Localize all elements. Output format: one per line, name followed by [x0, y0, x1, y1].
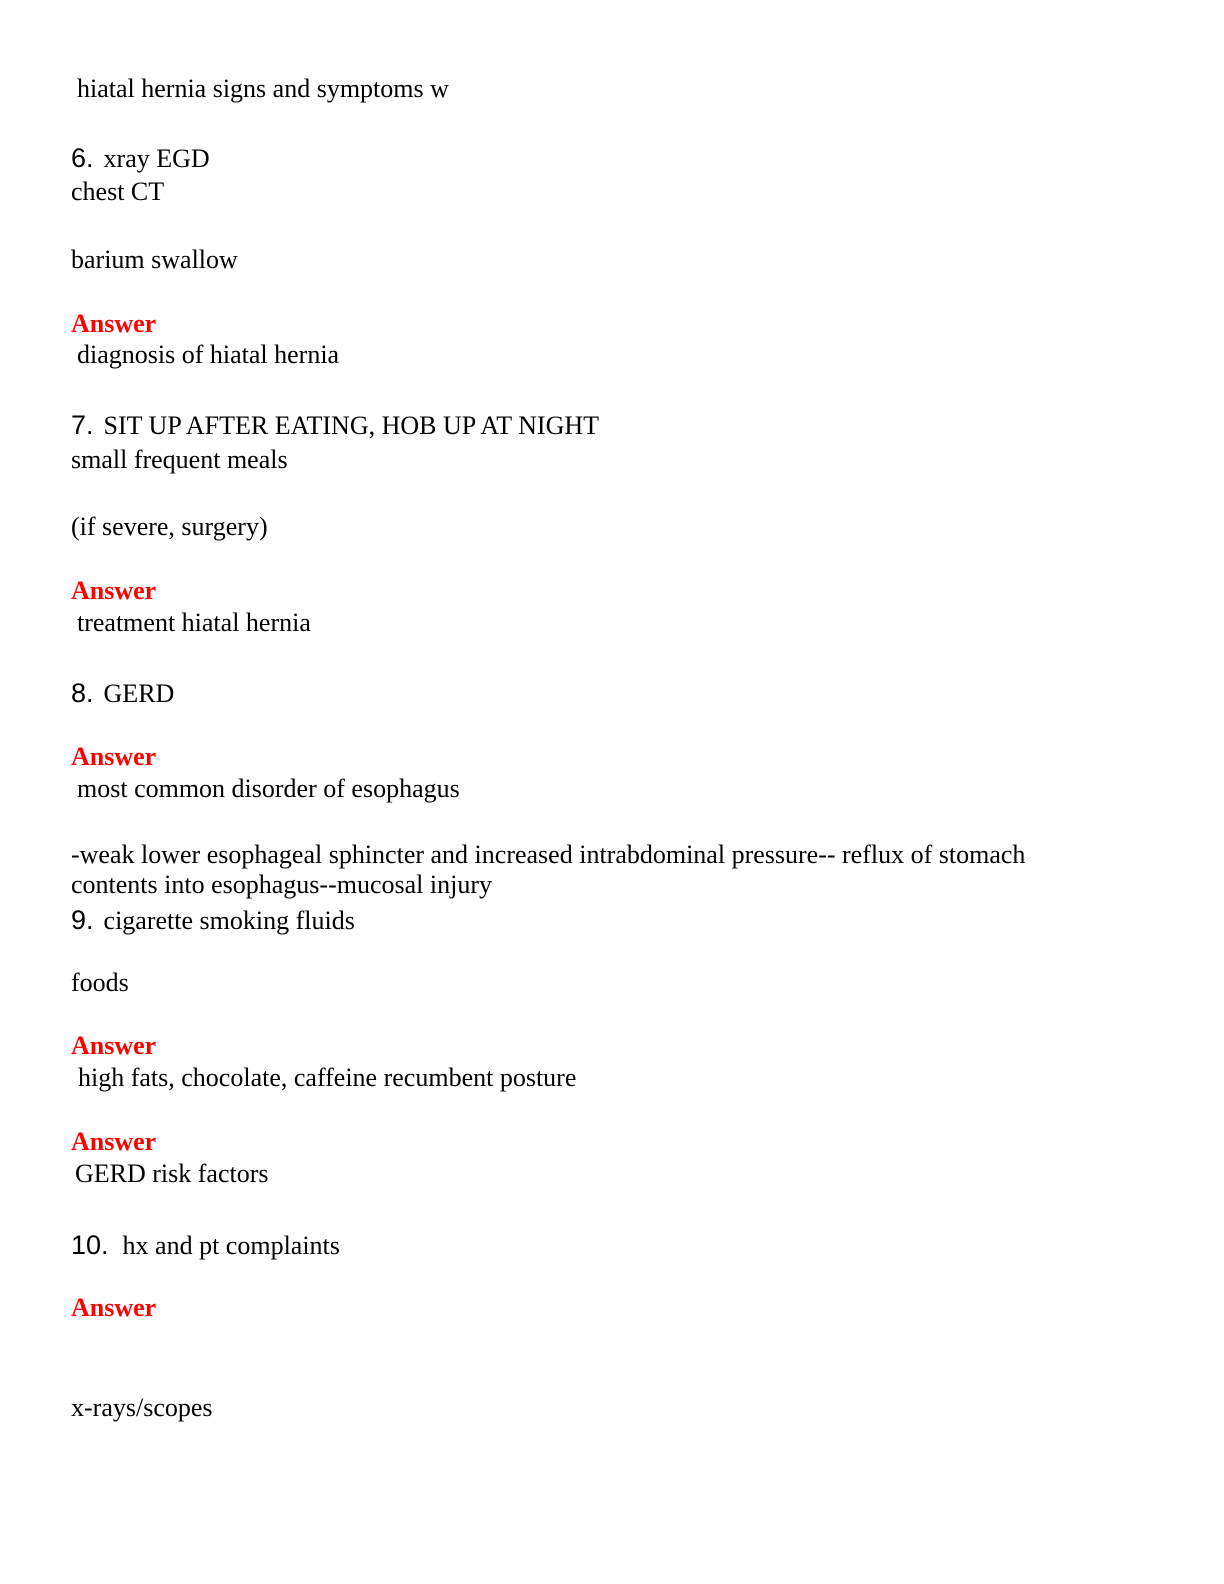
flashcard-question-9 — [71, 907, 355, 934]
question-text-line: chest CT — [71, 177, 165, 206]
question-text-line: (if severe, surgery) — [71, 512, 268, 541]
answer-text-line: contents into esophagus--mucosal injury — [71, 870, 492, 899]
card-number: 10. — [71, 1230, 109, 1260]
question-text-line: x-rays/scopes — [71, 1393, 213, 1422]
card-number: 9. — [71, 905, 94, 935]
flashcard-question-8 — [71, 680, 174, 707]
question-text-line: hx and pt complaints — [122, 1231, 340, 1260]
question-text-line: foods — [71, 968, 129, 997]
answer-text-line: diagnosis of hiatal hernia — [77, 340, 340, 369]
answer-label: Answer — [71, 1031, 157, 1060]
question-text-line: small frequent meals — [71, 445, 288, 474]
answer-text-line: most common disorder of esophagus — [77, 774, 460, 803]
answer-text-line: -weak lower esophageal sphincter and increased intrabdominal pressure-- reflux of stomach — [71, 840, 1026, 869]
answer-label: Answer — [71, 309, 157, 338]
answer-text-line: high fats, chocolate, caffeine recumbent posture — [78, 1063, 577, 1092]
answer-label: Answer — [71, 576, 157, 605]
answer-text-line: GERD risk factors — [75, 1159, 269, 1188]
flashcard-question-6 — [71, 145, 210, 172]
answer-label: Answer — [71, 742, 157, 771]
answer-label: Answer — [71, 1293, 157, 1322]
question-text-line: cigarette smoking fluids — [103, 906, 355, 935]
answer-text-line: treatment hiatal hernia — [77, 608, 311, 637]
question-text-line: barium swallow — [71, 245, 238, 274]
flashcard-question-10 — [71, 1232, 340, 1259]
card-number: 7. — [71, 410, 94, 440]
question-text-line: xray EGD — [103, 144, 210, 173]
answer-text-line: hiatal hernia signs and symptoms w — [77, 74, 449, 103]
flashcard-question-7 — [71, 412, 599, 439]
card-number: 8. — [71, 678, 94, 708]
question-text-line: GERD — [103, 679, 175, 708]
answer-label: Answer — [71, 1127, 157, 1156]
question-text-line: SIT UP AFTER EATING, HOB UP AT NIGHT — [103, 411, 600, 440]
card-number: 6. — [71, 143, 94, 173]
